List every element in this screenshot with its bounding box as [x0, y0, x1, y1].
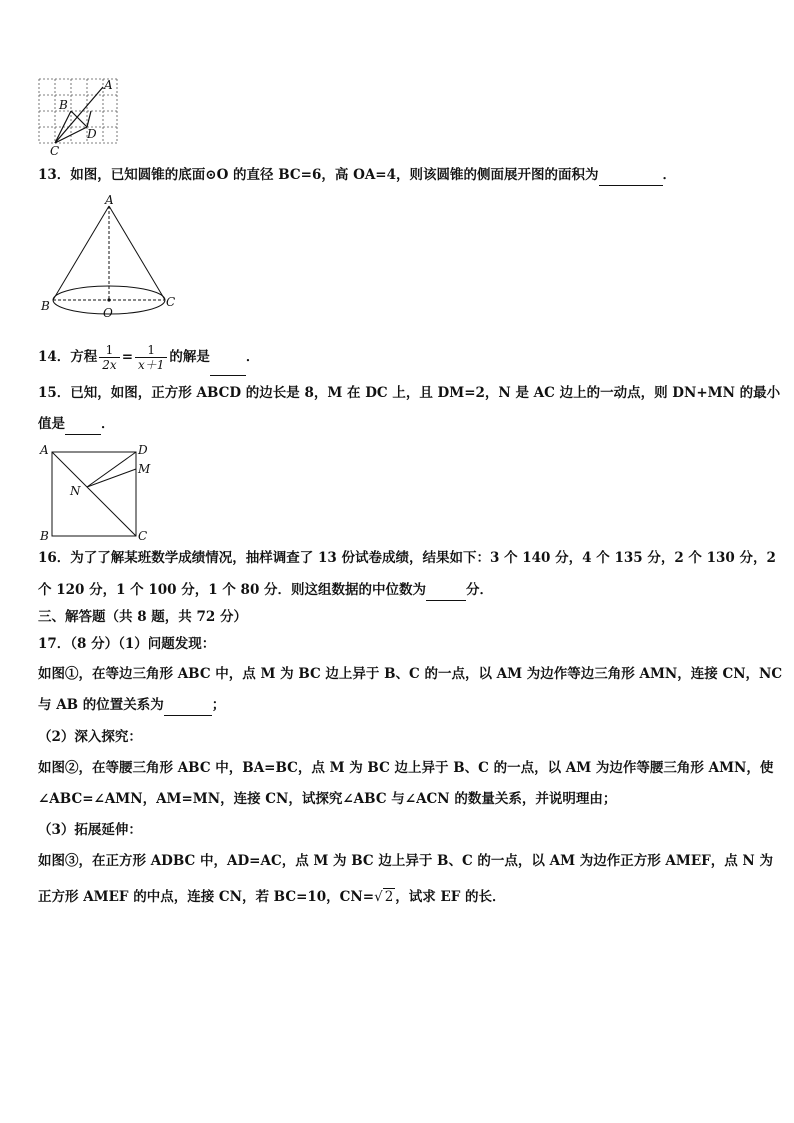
answer-blank-15[interactable]: [65, 414, 101, 435]
question-17-part-2-heading: （2）深入探究：: [38, 729, 142, 745]
section-heading: 三、解答题（共 8 题，共 72 分）: [38, 609, 247, 625]
cone-label-o: O: [103, 306, 113, 320]
question-17-part-2-line-1: 如图②，在等腰三角形 ABC 中，BA=BC，点 M 为 BC 边上异于 B、C 的一点，以 AM 为边作等腰三角形 AMN，使: [38, 760, 774, 776]
answer-blank-13[interactable]: [599, 165, 663, 186]
square-figure: [36, 440, 166, 544]
cone-label-a: A: [105, 193, 114, 207]
question-17-part-1-text: 与 AB 的位置关系为: [38, 697, 164, 713]
sqrt-radicand: 2: [384, 889, 394, 905]
square-label-n: N: [70, 484, 81, 498]
question-17-part-3-suffix: ，试求 EF 的长．: [395, 889, 506, 905]
question-15-line-2: [38, 414, 115, 435]
cone-label-c: C: [166, 295, 176, 309]
sqrt-expression: √ 2: [374, 889, 394, 905]
cone-label-b: B: [41, 299, 50, 313]
fraction-2: [135, 343, 167, 372]
fraction-2-denominator: x＋1: [138, 358, 165, 372]
question-17-part-3-text: 正方形 AMEF 的中点，连接 CN，若 BC=10，CN=: [38, 889, 375, 905]
grid-label-d: D: [87, 127, 97, 141]
fraction-2-numerator: 1: [135, 343, 167, 358]
answer-blank-14[interactable]: [210, 339, 246, 376]
question-15-line-1: [38, 383, 780, 403]
fraction-1-denominator: 2x: [102, 358, 117, 372]
question-15-text: 15．已知，如图，正方形 ABCD 的边长是 8，M 在 DC 上，且 DM=2，N 是 AC 边上的一动点，则 DN+MN 的最小: [38, 385, 781, 401]
question-16-end: 分．: [466, 582, 494, 598]
question-14-suffix: 的解是: [169, 349, 210, 365]
cone-figure: [36, 192, 186, 324]
square-label-c: C: [138, 529, 148, 543]
question-16-line-2: [38, 580, 493, 601]
question-17-part-2-line-2: ∠ABC=∠AMN，AM=MN，连接 CN，试探究∠ABC 与∠ACN 的数量关系，并说明理由；: [38, 791, 617, 807]
question-16-text: 16．为了了解某班数学成绩情况，抽样调查了 13 份试卷成绩，结果如下：3 个 140 分，4 个 135 分，2 个 130 分，2: [38, 550, 776, 566]
fraction-1-numerator: 1: [99, 343, 119, 358]
question-17-part-3-heading: （3）拓展延伸：: [38, 822, 142, 838]
question-13: [38, 165, 676, 186]
question-14-prefix: 14．方程: [38, 349, 98, 365]
fraction-1: [99, 343, 119, 372]
question-15-text-2: 值是: [38, 416, 65, 432]
question-13-text: 13．如图，已知圆锥的底面⊙O 的直径 BC=6，高 OA=4，则该圆锥的侧面展开图的面积为: [38, 167, 599, 183]
question-17-part-1-end: ；: [211, 697, 226, 713]
question-17-part-1-line-1: 如图①，在等边三角形 ABC 中，点 M 为 BC 边上异于 B、C 的一点，以 AM 为边作等边三角形 AMN，连接 CN，NC: [38, 666, 783, 682]
question-14-end: ．: [245, 349, 260, 365]
question-16-text-2: 个 120 分，1 个 100 分，1 个 80 分．则这组数据的中位数为: [38, 582, 427, 598]
question-16-line-1: [38, 548, 776, 568]
grid-label-a: A: [104, 78, 113, 92]
question-17-part-1-line-2: [38, 695, 225, 716]
answer-blank-16[interactable]: [426, 580, 466, 601]
question-15-end: ．: [101, 416, 115, 432]
answer-blank-17[interactable]: [164, 695, 212, 716]
question-14: [38, 339, 259, 375]
grid-label-c: C: [50, 144, 60, 158]
grid-figure: [36, 76, 126, 158]
question-17-part-3-line-2: [38, 887, 506, 907]
question-13-end: ．: [662, 167, 677, 183]
question-17-part-3-line-1: 如图③，在正方形 ADBC 中，AD=AC，点 M 为 BC 边上异于 B、C 的一点，以 AM 为边作正方形 AMEF，点 N 为: [38, 853, 773, 869]
square-label-b: B: [40, 529, 49, 543]
square-label-d: D: [138, 443, 148, 457]
square-label-m: M: [138, 462, 151, 476]
equals-sign: =: [121, 349, 134, 365]
square-label-a: A: [40, 443, 49, 457]
question-17-heading: 17．（8 分）（1）问题发现：: [38, 636, 216, 652]
grid-label-b: B: [59, 98, 68, 112]
